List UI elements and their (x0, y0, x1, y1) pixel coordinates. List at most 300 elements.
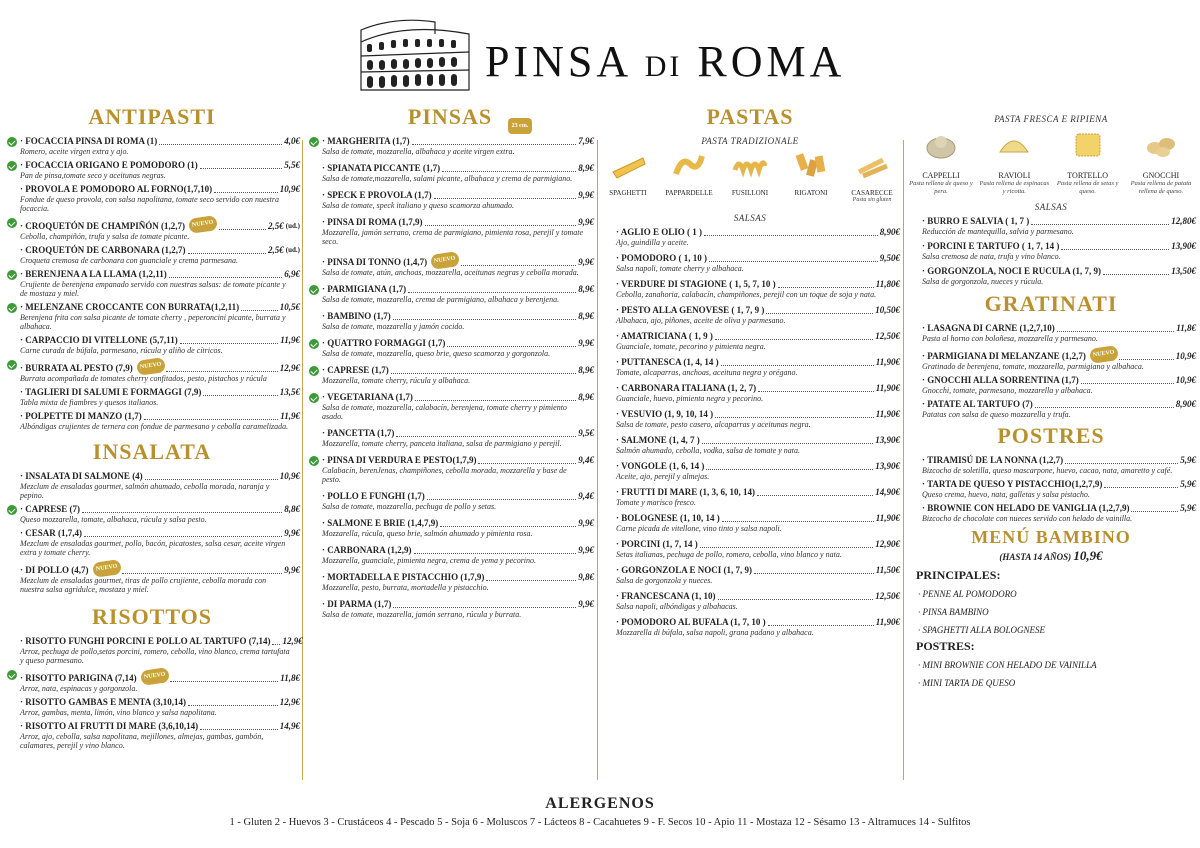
dot-leader (188, 705, 278, 706)
dot-leader (169, 277, 282, 278)
kid-dessert-item: · MINI TARTA DE QUESO (918, 678, 1016, 688)
item-description: Mozzarella, rúcula, queso brie, salmón ahumado y pimienta rosa. (322, 529, 533, 538)
item-name: · BAMBINO (1,7) (322, 311, 391, 321)
item-name: · DI PARMA (1,7) (322, 599, 392, 609)
menu-item (4, 411, 300, 431)
item-price: 9,50€ (879, 253, 900, 263)
pappardelle-icon (670, 150, 708, 180)
dot-leader (1081, 383, 1174, 384)
menu-item (4, 387, 300, 407)
vegetarian-check-icon (7, 218, 17, 228)
item-name: · GORGONZOLA, NOCI E RUCULA (1, 7, 9) (922, 266, 1102, 276)
item-price: 11,90€ (875, 383, 900, 393)
item-price: 9,5€ (578, 428, 594, 438)
item-price: 13,90€ (875, 435, 900, 445)
spaghetti-icon (609, 150, 647, 180)
item-description: Salsa de tomate,mozzarella, salami picante, albahaca y crema de parmigiano. (322, 174, 573, 183)
item-name: · BROWNIE CON HELADO DE VANIGLIA (1,2,7,9) (922, 503, 1130, 513)
dot-leader (391, 373, 576, 374)
item-name: · VERDURE DI STAGIONE ( 1, 5, 7, 10 ) (616, 279, 776, 289)
pasta-fresca-subtitle: PASTA FRESCA E RIPIENA (994, 114, 1108, 124)
item-name: · POMODORO AL BUFALA (1, 7, 10 ) (616, 617, 766, 627)
item-description: Salsa de tomate, mozzarella y jamón cocido. (322, 322, 465, 331)
item-description: Gratinado de berenjena, tomate, mozzarella, parmigiano y albahaca. (922, 362, 1144, 371)
fresh-gnocchi: GNOCCHI Pasta rellena de patata rellena de queso. (1126, 128, 1196, 196)
item-description: Albahaca, ajo, piñones, aceite de oliva y parmesano. (616, 316, 786, 325)
item-price: 9,9€ (578, 190, 594, 200)
item-price: 7,9€ (578, 136, 594, 146)
vegetarian-check-icon (7, 137, 17, 147)
menu-item (306, 163, 594, 183)
item-name: · CROQUETÓN DE CHAMPIÑÓN (1,2,7) (20, 221, 185, 231)
item-price: 8,90€ (1175, 399, 1196, 409)
item-price: 5,9€ (1180, 455, 1196, 465)
vegetarian-check-icon (309, 339, 319, 349)
item-description: Salsa de tomate, atún, anchoas, mozzarella, aceitunas negras y cebolla morada. (322, 268, 579, 277)
item-price: 12,9€ (279, 363, 300, 373)
dot-leader (461, 265, 577, 266)
item-price: 12,9€ (279, 697, 300, 707)
item-description: Mozzarella, jamón serrano, crema de parmigiano, pimienta rosa, perejil y tomate seco. (322, 228, 584, 246)
column-pinsas (306, 100, 594, 626)
item-price: 4,0€ (284, 136, 300, 146)
postres-label: POSTRES: (916, 639, 975, 653)
menu-item (306, 392, 594, 421)
item-description: Mezclum de ensaladas gourmet, pollo, bacón, picatostes, salsa cesar, aceite virgen extra y tomate cherry. (20, 539, 286, 557)
menu-item (600, 279, 900, 299)
item-price: 8,9€ (578, 311, 594, 321)
menu-item (600, 305, 900, 325)
item-description: Salsa de tomate, mozzarella, crema de parmigiano, albahaca y berenjena. (322, 295, 560, 304)
dot-leader (415, 400, 576, 401)
vegetarian-check-icon (7, 270, 17, 280)
item-name: · INSALATA DI SALMONE (4) (20, 471, 143, 481)
item-name: · AGLIO E OLIO ( 1 ) (616, 227, 703, 237)
column-fresca-gratinati-postres (906, 100, 1196, 692)
pastas-title: PASTAS (706, 104, 794, 129)
price-unit: (ud.) (285, 222, 300, 230)
item-price: 9,9€ (578, 338, 594, 348)
item-name: · RISOTTO FUNGHI PORCINI E POLLO AL TARTUFO (7,14) (20, 636, 271, 646)
dot-leader (1057, 331, 1174, 332)
menu-item (906, 347, 1196, 371)
item-description: Ajo, guindilla y aceite. (616, 238, 689, 247)
item-name: · FOCACCIA PINSA DI ROMA (1) (20, 136, 158, 146)
item-price: 13,90€ (1171, 241, 1196, 251)
dot-leader (709, 261, 878, 262)
item-name: · PARMIGIANA (1,7) (322, 284, 407, 294)
item-price: 11,80€ (875, 279, 900, 289)
pasta-tradizionale-subtitle: PASTA TRADIZIONALE (701, 136, 799, 146)
item-description: Salsa de tomate, mozzarella, albahaca y aceite virgen extra. (322, 147, 515, 156)
column-pastas (600, 100, 900, 643)
dot-leader (700, 547, 874, 548)
menu-item (4, 335, 300, 355)
item-description: Mezclum de ensaladas gourmet, salmón ahumado, cebolla morada, naranja y pepino. (20, 482, 270, 500)
item-name: · PINSA DI TONNO (1,4,7) (322, 257, 428, 267)
menu-item (306, 217, 594, 246)
item-description: Salsa de gorgonzola y nueces. (616, 576, 713, 585)
item-description: Salsa cremosa de nata, trufa y vino blanco. (922, 252, 1061, 261)
dot-leader (412, 144, 577, 145)
pasta-fusilloni: FUSILLONI (722, 150, 778, 203)
item-price: 5,9€ (1180, 479, 1196, 489)
dot-leader (1061, 249, 1169, 250)
column-divider (302, 140, 303, 780)
tortello-icon (1068, 128, 1108, 162)
item-price: 8,9€ (578, 163, 594, 173)
menu-item (306, 311, 594, 331)
item-price: 9,8€ (578, 572, 594, 582)
item-price: 6,9€ (284, 269, 300, 279)
bambino-price: 10,9€ (1073, 548, 1103, 563)
menu-item (906, 266, 1196, 286)
menu-item (600, 539, 900, 559)
dot-leader (718, 599, 874, 600)
item-description: Queso crema, huevo, nata, galletas y salsa pistacho. (922, 490, 1090, 499)
item-description: Salsa de tomate, mozzarella, pechuga de pollo y setas. (322, 502, 497, 511)
menu-item (306, 572, 594, 592)
item-price: 2,5€ (268, 221, 284, 231)
item-name: · TARTA DE QUESO Y PISTACCHIO(1,2,7,9) (922, 479, 1103, 489)
item-price: 5,5€ (284, 160, 300, 170)
item-name: · CAPRESE (7) (20, 504, 81, 514)
item-name: · CARPACCIO DI VITELLONE (5,7,11) (20, 335, 178, 345)
item-name: · GORGONZOLA E NOCI (1, 7, 9) (616, 565, 753, 575)
item-price: 9,4€ (578, 491, 594, 501)
item-name: · RISOTTO PARIGINA (7,14) (20, 673, 137, 683)
item-name: · FRANCESCANA (1, 10) (616, 591, 716, 601)
item-description: Queso mozzarella, tomate, albahaca, rúcula y salsa pesto. (20, 515, 207, 524)
dot-leader (706, 469, 873, 470)
dot-leader (704, 235, 878, 236)
item-name: · PUTTANESCA (1, 4, 14 ) (616, 357, 719, 367)
menu-item (906, 375, 1196, 395)
menu-item (4, 721, 300, 750)
item-name: · BERENJENA A LA LLAMA (1,2,11) (20, 269, 167, 279)
dot-leader (170, 681, 278, 682)
menu-item (4, 504, 300, 524)
fresh-tortello: TORTELLO Pasta rellena de setas y queso. (1053, 128, 1123, 196)
menu-item (600, 565, 900, 585)
gratinati-title: GRATINATI (984, 291, 1118, 316)
item-price: 13,50€ (1171, 266, 1196, 276)
item-name: · DI POLLO (4,7) (20, 565, 89, 575)
item-description: Salsa napoli, albóndigas y albahacas. (616, 602, 738, 611)
dot-leader (440, 526, 576, 527)
menu-item (306, 428, 594, 448)
item-description: Salsa de tomate, mozzarella, calabacín, berenjena, tomate cherry y pimiento asado. (322, 403, 567, 421)
dot-leader (425, 225, 577, 226)
kid-dessert-item: · MINI BROWNIE CON HELADO DE VAINILLA (918, 660, 1097, 670)
menu-item (4, 184, 300, 213)
item-price: 8,9€ (578, 284, 594, 294)
item-price: 10,9€ (1175, 375, 1196, 385)
menu-item (600, 357, 900, 377)
rigatoni-icon (792, 150, 830, 180)
menu-item (306, 455, 594, 484)
menu-item (306, 365, 594, 385)
item-description: Mozzarella di búfala, salsa napoli, grana padano y albahaca. (616, 628, 814, 637)
item-description: Mozzarella, guanciale, pimienta negra, crema de yema y pecorino. (322, 556, 537, 565)
item-price: 5,9€ (1180, 503, 1196, 513)
item-price: 11,8€ (280, 673, 300, 683)
item-name: · SPIANATA PICCANTE (1,7) (322, 163, 441, 173)
item-name: · FRUTTI DI MARE (1, 3, 6, 10, 14) (616, 487, 755, 497)
dot-leader (715, 339, 873, 340)
fresh-cappelli: CAPPELLI Pasta rellena de queso y pera. (906, 128, 976, 196)
item-description: Salsa de tomate, mozzarella, jamón serrano, rúcula y burrata. (322, 610, 522, 619)
item-description: Arroz, pechuga de pollo,setas porcini, romero, cebolla, vino blanco, crema tartufata y queso parmesano. (20, 647, 290, 665)
item-description: Bizcocho de soletilla, queso mascarpone, huevo, cacao, nata, amaretto y café. (922, 466, 1173, 475)
dot-leader (768, 625, 874, 626)
menu-item (4, 245, 300, 265)
dot-leader (442, 171, 576, 172)
item-name: · TIRAMISÚ DE LA NONNA (1,2,7) (922, 455, 1064, 465)
menu-item (4, 217, 300, 241)
new-badge: NUEVO (188, 215, 217, 234)
new-badge: NUEVO (140, 667, 169, 686)
item-name: · VONGOLE (1, 6, 14 ) (616, 461, 705, 471)
fresca-salsas-subtitle: SALSAS (1034, 202, 1068, 212)
menu-item (906, 479, 1196, 499)
menu-item (600, 227, 900, 247)
dot-leader (408, 292, 576, 293)
item-price: 14,90€ (875, 487, 900, 497)
pasta-spaghetti: SPAGHETTI (600, 150, 656, 203)
column-divider (903, 140, 904, 780)
item-price: 9,9€ (578, 257, 594, 267)
item-price: 10,9€ (1175, 351, 1196, 361)
dot-leader (766, 313, 873, 314)
vegetarian-check-icon (7, 360, 17, 370)
item-name: · POLLO E FUNGHI (1,7) (322, 491, 425, 501)
dot-leader (434, 198, 577, 199)
item-name: · MARGHERITA (1,7) (322, 136, 410, 146)
dot-leader (188, 253, 267, 254)
pasta-shapes (600, 150, 900, 203)
item-description: Albóndigas crujientes de ternera con fondue de parmesano y cebolla caramelizada. (20, 422, 289, 431)
dot-leader (84, 536, 282, 537)
item-description: Mezclum de ensaladas gourmet, tiras de pollo crujiente, cebolla morada con nuestra salsa agridulce, mostaza y miel. (20, 576, 267, 594)
dot-leader (1035, 407, 1174, 408)
item-price: 9,4€ (578, 455, 594, 465)
item-description: Arroz, ajo, cebolla, salsa napolitana, mejillones, almejas, gambas, gambón, calamares, perejil y vino blanco. (20, 732, 264, 750)
cappelli-icon (921, 128, 961, 162)
item-price: 8,9€ (578, 365, 594, 375)
vegetarian-check-icon (309, 366, 319, 376)
dot-leader (715, 417, 874, 418)
item-price: 10,9€ (279, 471, 300, 481)
pinsas-list (306, 136, 594, 619)
pastas-salsas-subtitle: SALSAS (733, 213, 767, 223)
dot-leader (1031, 224, 1169, 225)
item-name: · POMODORO ( 1, 10 ) (616, 253, 707, 263)
menu-item (306, 599, 594, 619)
menu-item (906, 503, 1196, 523)
dot-leader (1065, 463, 1178, 464)
item-description: Guanciale, tomate, pecorino y pimienta negra. (616, 342, 766, 351)
item-description: Reducción de mantequilla, salvia y parmesano. (922, 227, 1074, 236)
item-price: 11,90€ (875, 357, 900, 367)
menu-item (4, 561, 300, 594)
menu-item (306, 284, 594, 304)
bambino-title: MENÚ BAMBINO (971, 527, 1131, 547)
item-price: 10,5€ (279, 302, 300, 312)
item-price: 12,90€ (875, 539, 900, 549)
pasta-pappardelle: PAPPARDELLE (661, 150, 717, 203)
item-description: Carne picada de vitellone, vino tinto y salsa napoli. (616, 524, 782, 533)
dot-leader (486, 580, 576, 581)
item-price: 9,9€ (284, 565, 300, 575)
item-description: Fondue de queso provola, con salsa napolitana, tomate seco servido con nuestra focaccia. (20, 195, 279, 213)
alergenos-list: 1 - Gluten 2 - Huevos 3 - Crustáceos 4 - Pescado 5 - Soja 6 - Moluscos 7 - Lácteos 8 - Cacahuetes 9 - F. Secos 10 - Apio 11 - Mostaza 12 - Sésamo 13 - Altramuces 14 - Sulfitos (229, 817, 971, 828)
pinsa-size-badge: 23 cm. (508, 118, 532, 134)
item-description: Arroz, nata, espinacas y gorgonzola. (20, 684, 138, 693)
item-price: 12,80€ (1171, 216, 1196, 226)
item-description: Crujiente de berenjena empanado servido con nuestras salsas: de tomate picante y de mostaza y miel. (20, 280, 286, 298)
item-name: · BOLOGNESE (1, 10, 14 ) (616, 513, 720, 523)
item-price: 8,9€ (578, 392, 594, 402)
item-description: Aceite, ajo, perejil y almejas. (616, 472, 710, 481)
item-price: 9,9€ (578, 217, 594, 227)
dot-leader (1131, 511, 1178, 512)
item-price: 11,8€ (1176, 323, 1196, 333)
item-name: · CESAR (1,7,4) (20, 528, 83, 538)
dot-leader (200, 729, 278, 730)
menu-item (4, 697, 300, 717)
menu-header (355, 10, 845, 100)
item-name: · PARMIGIANA DI MELANZANE (1,2,7) (922, 351, 1086, 361)
insalata-title: INSALATA (92, 439, 212, 464)
item-description: Berenjena frita con salsa picante de tomate cherry , peperoncini picante, burrata y albahaca. (20, 313, 286, 331)
menu-item (306, 253, 594, 277)
item-name: · BURRATA AL PESTO (7,9) (20, 363, 133, 373)
dot-leader (241, 310, 278, 311)
fusilloni-icon (731, 150, 769, 180)
item-description: Burrata acompañada de tomates cherry confitados, pesto, pistachos y rúcula (20, 374, 267, 383)
menu-item (906, 455, 1196, 475)
gratinati-list (906, 323, 1196, 419)
item-description: Tomate, alcaparras, anchoas, aceituna negra y orégano. (616, 368, 798, 377)
new-badge: NUEVO (1089, 345, 1118, 364)
item-description: Salsa napoli, tomate cherry y albahaca. (616, 264, 744, 273)
menu-item (600, 253, 900, 273)
vegetarian-check-icon (309, 456, 319, 466)
kid-main-item: · PINSA BAMBINO (918, 607, 989, 617)
dot-leader (393, 607, 576, 608)
item-name: · BURRO E SALVIA ( 1, 7 ) (922, 216, 1030, 226)
item-price: 14,9€ (279, 721, 300, 731)
menu-item (4, 528, 300, 557)
postres-title: POSTRES (997, 423, 1105, 448)
alergenos-footer (0, 795, 1200, 828)
alergenos-title: ALERGENOS (545, 795, 655, 812)
item-name: · VEGETARIANA (1,7) (322, 392, 413, 402)
item-price: 11,90€ (875, 617, 900, 627)
dot-leader (200, 168, 283, 169)
dot-leader (393, 319, 577, 320)
dot-leader (414, 553, 577, 554)
bambino-subtitle: (HASTA 14 AÑOS) 10,9€ (999, 548, 1103, 563)
item-name: · AMATRICIANA ( 1, 9 ) (616, 331, 713, 341)
menu-item (600, 331, 900, 351)
dot-leader (180, 343, 279, 344)
item-description: Guanciale, huevo, pimienta negra y pecorino. (616, 394, 764, 403)
item-name: · PROVOLA E POMODORO AL FORNO(1,7,10) (20, 184, 213, 194)
item-description: Patatas con salsa de queso mozzarella y trufa. (922, 410, 1071, 419)
dot-leader (722, 521, 874, 522)
kid-main-item: · PENNE AL POMODORO (918, 589, 1017, 599)
item-name: · QUATTRO FORMAGGI (1,7) (322, 338, 446, 348)
item-name: · GNOCCHI ALLA SORRENTINA (1,7) (922, 375, 1079, 385)
kid-main-item: · SPAGHETTI ALLA BOLOGNESE (918, 625, 1046, 635)
dot-leader (145, 479, 278, 480)
item-name: · POLPETTE DI MANZO (1,7) (20, 411, 142, 421)
pasta-rigatoni: RIGATONI (783, 150, 839, 203)
dot-leader (159, 144, 282, 145)
menu-item (906, 216, 1196, 236)
principales-label: PRINCIPALES: (916, 568, 1001, 582)
brand-title: PINSA DI ROMA (485, 37, 846, 86)
pastas-salsas-list (600, 227, 900, 637)
price-unit: (ud.) (285, 246, 300, 254)
menu-item (4, 359, 300, 383)
item-name: · VESUVIO (1, 9, 10, 14 ) (616, 409, 714, 419)
item-description: Carne curada de búfala, parmesano, rúcula y aliño de cítricos. (20, 346, 223, 355)
dot-leader (1119, 359, 1173, 360)
menu-item (906, 241, 1196, 261)
item-description: Cebolla, champiñón, trufa y salsa de tomate picante. (20, 232, 190, 241)
dot-leader (447, 346, 576, 347)
item-description: Salsa de tomate, pesto casero, alcaparras y aceitunas negra. (616, 420, 811, 429)
item-price: 13,90€ (875, 461, 900, 471)
item-description: Salmón ahumado, cebolla, vodka, salsa de tomate y nata. (616, 446, 800, 455)
item-description: Cebolla, zanahoria, calabacín, champiñones, perejil con un toque de soja y nata. (616, 290, 877, 299)
fresh-pasta-shapes (906, 128, 1196, 196)
item-price: 8,8€ (284, 504, 300, 514)
item-price: 11,90€ (875, 513, 900, 523)
item-name: · PORCINI E TARTUFO ( 1, 7, 14 ) (922, 241, 1060, 251)
item-price: 10,9€ (279, 184, 300, 194)
dot-leader (396, 436, 576, 437)
item-name: · PINSA DI ROMA (1,7,9) (322, 217, 423, 227)
item-name: · CROQUETÓN DE CARBONARA (1,2,7) (20, 245, 186, 255)
menu-item (306, 190, 594, 210)
item-name: · FOCACCIA ORIGANO E POMODORO (1) (20, 160, 198, 170)
item-name: · SPECK E PROVOLA (1,7) (322, 190, 432, 200)
dot-leader (427, 499, 576, 500)
dot-leader (702, 443, 873, 444)
dot-leader (214, 192, 278, 193)
menu-item (306, 136, 594, 156)
new-badge: NUEVO (92, 559, 121, 578)
risottos-title: RISOTTOS (91, 604, 213, 629)
item-name: · TAGLIERI DI SALUMI E FORMAGGI (7,9) (20, 387, 202, 397)
item-name: · PATATE AL TARTUFO (7) (922, 399, 1033, 409)
dot-leader (219, 229, 266, 230)
menu-item (906, 323, 1196, 343)
postres-list (906, 455, 1196, 523)
dot-leader (757, 495, 873, 496)
item-name: · PORCINI (1, 7, 14 ) (616, 539, 698, 549)
fresh-ravioli: RAVIOLI Pasta rellena de espinacas y ricotta. (979, 128, 1049, 196)
item-price: 8,90€ (879, 227, 900, 237)
item-description: Tabla mixta de fiambres y quesos italianos. (20, 398, 159, 407)
item-price: 11,9€ (280, 411, 300, 421)
gnocchi-icon (1141, 128, 1181, 162)
item-description: Setas italianas, pechuga de pollo, romero, cebolla, vino blanco y nata. (616, 550, 842, 559)
